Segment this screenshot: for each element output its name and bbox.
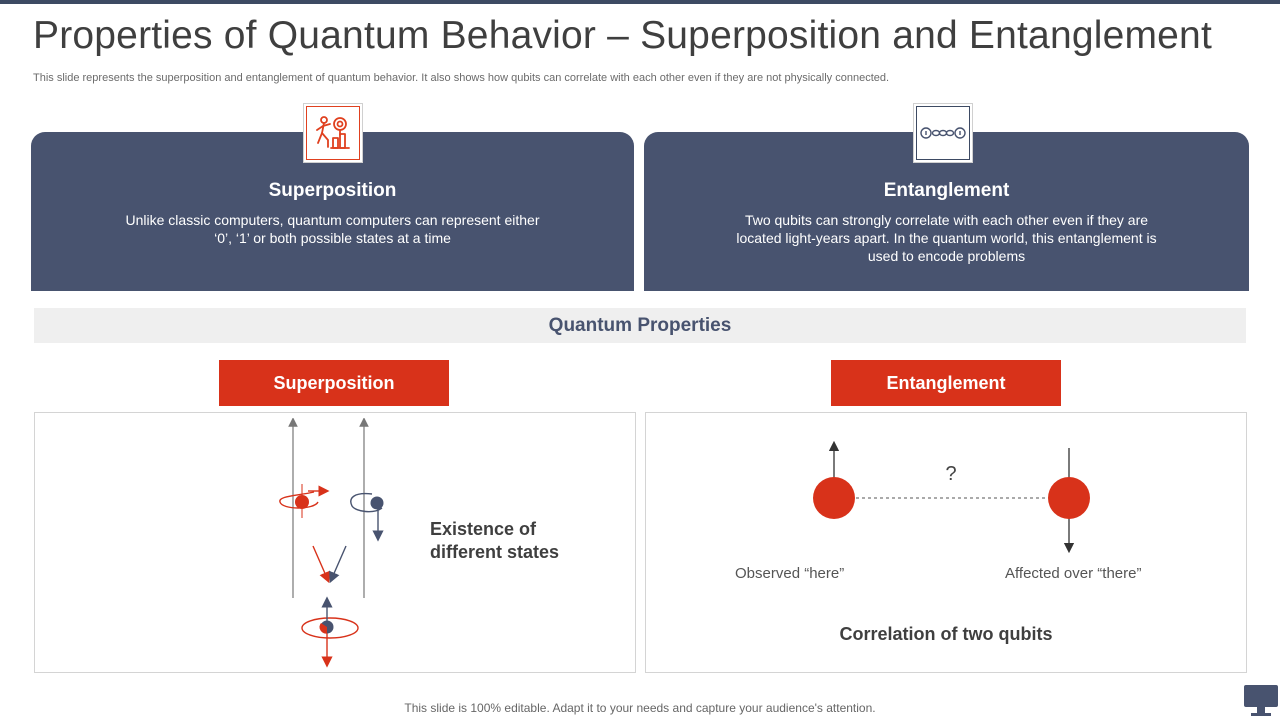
page-title: Properties of Quantum Behavior – Superposition and Entanglement (33, 14, 1212, 57)
chain-link-icon (916, 106, 970, 160)
affected-there-label: Affected over “there” (1005, 565, 1142, 582)
qubit-here (813, 477, 855, 519)
observed-here-label: Observed “here” (735, 565, 845, 582)
entanglement-diagram (790, 440, 1090, 560)
correlation-caption: Correlation of two qubits (839, 624, 1053, 644)
superposition-caption (430, 518, 559, 564)
superposition-card-heading: Superposition (268, 180, 397, 201)
superposition-caption-line2: different states (430, 542, 560, 562)
quantum-properties-band: Quantum Properties (34, 308, 1246, 343)
qubit-there (1048, 477, 1090, 519)
superposition-icon-box (303, 103, 363, 163)
footer-note: This slide is 100% editable. Adapt it to your needs and capture your audience's attention. (404, 701, 876, 715)
superposition-caption-line1: Existence of (430, 519, 537, 539)
entanglement-card-heading: Entanglement (883, 180, 1010, 201)
entanglement-label: Entanglement (831, 360, 1061, 406)
superposition-diagram (274, 418, 384, 668)
entanglement-card-text: Two qubits can strongly correlate with each other even if they are located light-years apart. In the quantum world, this entanglement is used to encode problems (736, 212, 1157, 264)
superposition-card-text: Unlike classic computers, quantum computers can represent either ‘0’, ‘1’ or both possible states at a time (125, 212, 540, 246)
superposition-figure-icon (306, 106, 360, 160)
top-border-line (0, 0, 1280, 4)
question-mark: ? (945, 463, 957, 485)
superposition-label: Superposition (219, 360, 449, 406)
monitor-icon (1243, 684, 1279, 718)
entanglement-icon-box (913, 103, 973, 163)
page-subtitle: This slide represents the superposition and entanglement of quantum behavior. It also shows how qubits can correlate with each other even if they are not physically connected. (33, 72, 890, 84)
